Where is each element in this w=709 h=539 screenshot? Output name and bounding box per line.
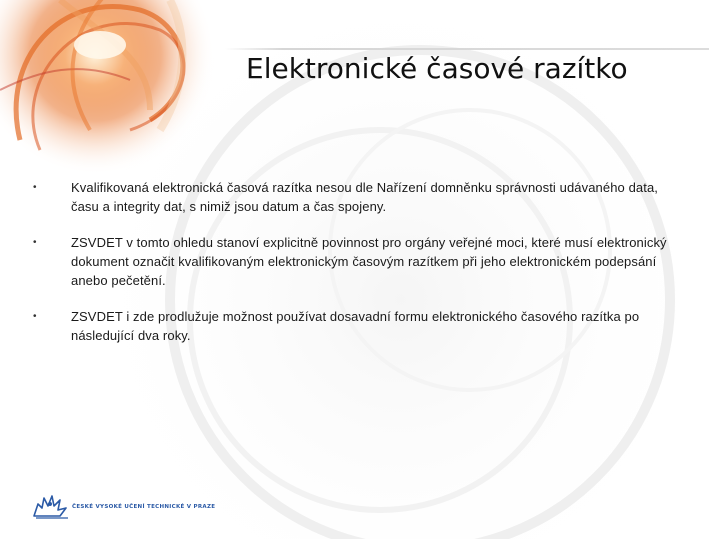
bullet-item	[33, 178, 673, 216]
bullet-marker: •	[33, 237, 37, 248]
cvut-lion-logo-icon	[30, 492, 72, 520]
bullet-item	[33, 233, 673, 290]
slide-title: Elektronické časové razítko	[246, 52, 628, 85]
bullet-marker: •	[33, 182, 37, 193]
bullet-text: ZSVDET v tomto ohledu stanoví explicitně povinnost pro orgány veřejné moci, které musí elektronický dokument označit kvalifikovaným elektronickým časovým razítkem při jeho elektronickém podepsání anebo pečetění.	[71, 235, 667, 288]
bullet-text: Kvalifikovaná elektronická časová razítka nesou dle Nařízení domněnku správnosti udávaného data, času a integrity dat, s nimiž jsou datum a čas spojeny.	[71, 180, 658, 214]
title-divider-line	[225, 48, 709, 50]
bullet-list	[33, 178, 673, 362]
bullet-marker: •	[33, 311, 37, 322]
institution-name: ČESKÉ VYSOKÉ UČENÍ TECHNICKÉ V PRAZE	[72, 504, 216, 510]
bullet-text: ZSVDET i zde prodlužuje možnost používat dosavadní formu elektronického časového razítka po následující dva roky.	[71, 309, 640, 343]
bullet-item	[33, 307, 673, 345]
